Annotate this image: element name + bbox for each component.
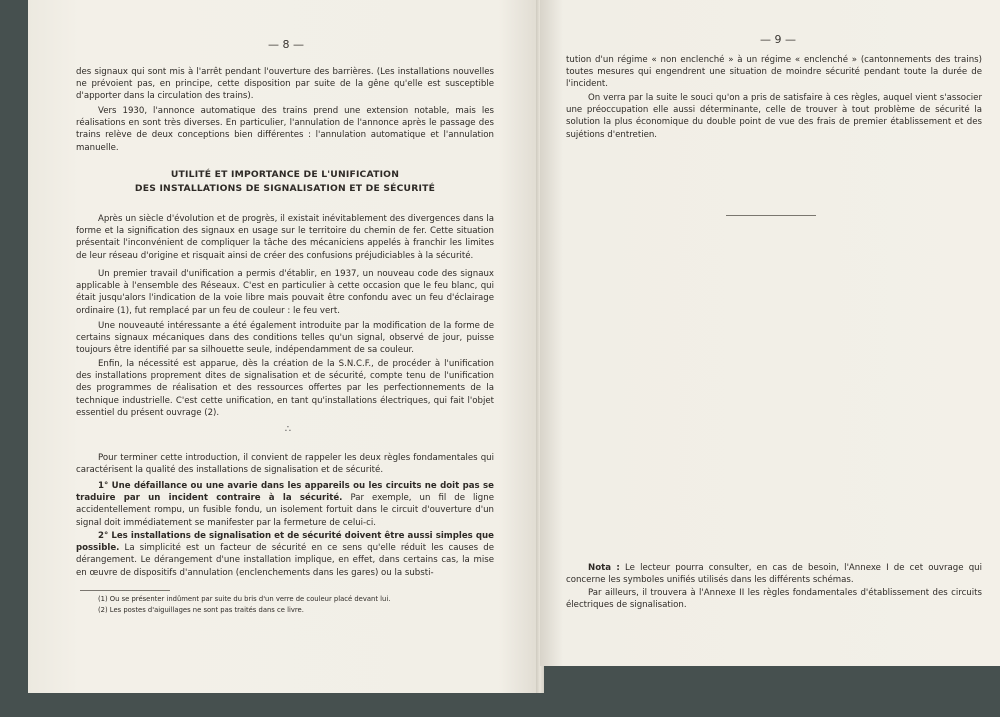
- note-label: Nota :: [588, 563, 620, 573]
- separator-stars: ∴: [284, 424, 292, 435]
- right-para-1: [566, 54, 982, 91]
- rule-2-bold: 2° Les installations de signalisation et de sécurité doivent être aussi simples que possible.: [76, 531, 494, 554]
- right-para-2-text: On verra par la suite le souci qu'on a pris de satisfaire à ces règles, auquel vient s'associer une préoccupation elle aussi déterminante, celle de trouver à tout problème de sécurité la solution la plus économique du double point de vue des frais de premier établissement et des sujétions d'entretien.: [566, 93, 982, 140]
- left-para-2-text: Vers 1930, l'annonce automatique des trains prend une extension notable, mais les réalisations en sont très diverses. En particulier, l'annulation de l'annonce après le passage des trains relève de deux conceptions bien différentes : l'annulation automatique et l'annulation manuelle.: [76, 106, 494, 153]
- footnote-rule: [80, 590, 170, 591]
- right-para-3-text: Par ailleurs, il trouvera à l'Annexe II les règles fondamentales d'établissement des circuits électriques de signalisation.: [566, 588, 982, 611]
- right-para-3: [566, 587, 982, 611]
- page-number-9: — 9 —: [760, 33, 796, 46]
- section-heading-line-2: DES INSTALLATIONS DE SIGNALISATION ET DE SÉCURITÉ: [134, 183, 436, 194]
- footnote-1: (1) Ou se présenter indûment par suite du bris d'un verre de couleur placé devant lui.: [98, 595, 391, 603]
- left-para-6: [76, 358, 494, 419]
- left-para-4: [76, 268, 494, 317]
- right-para-2: [566, 92, 982, 141]
- rule-2: [76, 530, 494, 579]
- left-para-5: [76, 320, 494, 357]
- left-para-7: [76, 452, 494, 476]
- left-para-4-text: Un premier travail d'unification a permis d'établir, en 1937, un nouveau code des signaux applicable à l'ensemble des Réseaux. C'est en particulier à cette occasion que le feu blanc, qui était jusqu'alors l'indication de la voie libre mais pouvait être confondu avec un feu d'éclairage ordinaire (1), fut remplacé par un feu de couleur : le feu vert.: [76, 269, 494, 316]
- note: [566, 562, 982, 586]
- rule-2-text: La simplicité est un facteur de sécurité en ce sens qu'elle réduit les causes de dérangement. Le dérangement d'une installation implique, en effet, dans certains cas, la mise en œuvre de dispositifs d'annulation (enclenchements dans les gares) ou la substi-: [76, 543, 494, 578]
- left-para-1: [76, 66, 494, 103]
- left-para-1-text: des signaux qui sont mis à l'arrêt pendant l'ouverture des barrières. (Les installations nouvelles ne prévoient pas, en principe, cette disposition par suite de la gêne qu'elle est susceptible d'apporter dans la circulation des trains).: [76, 67, 494, 102]
- right-page: [540, 0, 1000, 666]
- rule-1: [76, 480, 494, 529]
- left-para-2: [76, 105, 494, 154]
- right-para-1-text: tution d'un régime « non enclenché » à un régime « enclenché » (cantonnements des trains) toutes mesures qui engendrent une situation de moindre sécurité pendant toute la durée de l'incident.: [566, 55, 982, 90]
- note-text: Le lecteur pourra consulter, en cas de besoin, l'Annexe I de cet ouvrage qui concerne les symboles unifiés utilisés dans les différents schémas.: [566, 563, 982, 586]
- section-heading-line-1: UTILITÉ ET IMPORTANCE DE L'UNIFICATION: [170, 169, 400, 180]
- rule-1-bold: 1° Une défaillance ou une avarie dans les appareils ou les circuits ne doit pas se traduire par un incident contraire à la sécurité.: [76, 481, 494, 504]
- left-para-3-text: Après un siècle d'évolution et de progrès, il existait inévitablement des divergences dans la forme et la signification des signaux en usage sur le territoire du chemin de fer. Cette situation présentait l'inconvénient de compliquer la tâche des mécaniciens appelés à franchir les limites de leur réseau d'origine et risquait ainsi de créer des confusions préjudiciables à la sécurité.: [76, 214, 494, 261]
- left-para-3: [76, 213, 494, 262]
- page-number-8: — 8 —: [268, 38, 304, 51]
- left-page: [28, 0, 540, 693]
- left-para-6-text: Enfin, la nécessité est apparue, dès la création de la S.N.C.F., de procéder à l'unification des installations proprement dites de signalisation et de sécurité, compte tenu de l'unification des programmes de réalisation et des ressources offertes par les perfectionnements de la technique industrielle. C'est cette unification, en tant qu'installations électriques, qui fait l'objet essentiel du présent ouvrage (2).: [76, 359, 494, 418]
- left-para-7-text: Pour terminer cette introduction, il convient de rappeler les deux règles fondamentales qui caractérisent la qualité des installations de signalisation et de sécurité.: [76, 453, 494, 476]
- rule-1-text: Par exemple, un fil de ligne accidentellement rompu, un fusible fondu, un isolement fortuit dans le circuit d'ouverture d'un signal doit immédiatement se manifester par la fermeture de celui-ci.: [76, 493, 494, 528]
- end-rule: [726, 215, 816, 216]
- section-heading: [76, 168, 494, 196]
- left-para-5-text: Une nouveauté intéressante a été également introduite par la modification de la forme de certains signaux mécaniques dans des conditions telles qu'un signal, observé de jour, puisse toujours être identifié par sa silhouette seule, indépendamment de sa couleur.: [76, 321, 494, 356]
- footnote-2: (2) Les postes d'aiguillages ne sont pas traités dans ce livre.: [98, 606, 304, 614]
- footnotes: [98, 594, 498, 616]
